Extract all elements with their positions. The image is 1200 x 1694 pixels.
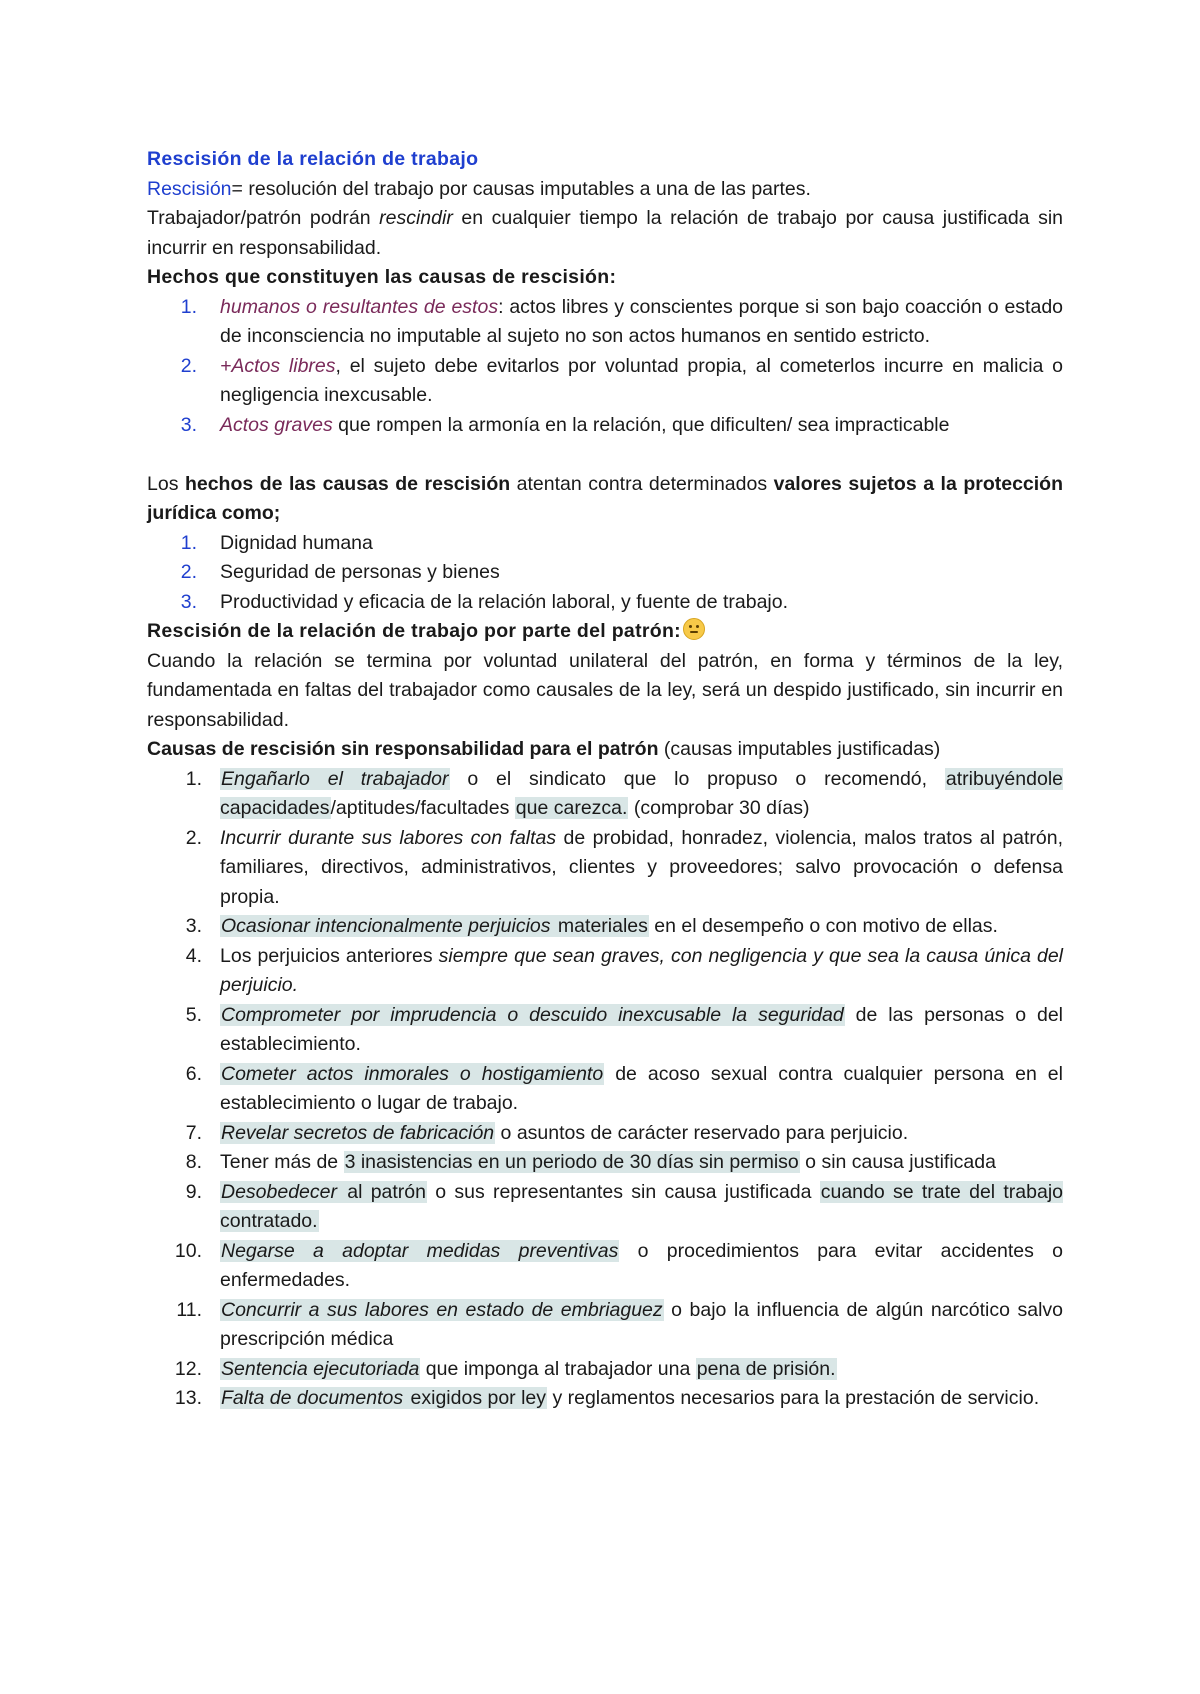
paragraph-text: Los — [147, 472, 185, 495]
rescision-definition — [147, 175, 1063, 205]
list-text: o sin causa justificada — [799, 1151, 996, 1173]
highlighted-text: Cometer actos inmorales o hostigamiento — [221, 1062, 604, 1085]
list-text: /aptitudes/facultades — [330, 797, 515, 819]
list-text: Tener más de — [220, 1151, 344, 1173]
highlighted-text: Concurrir a sus labores en estado de embriaguez — [221, 1298, 663, 1321]
highlighted-text: Revelar secretos de fabricación — [221, 1121, 495, 1144]
list-text: o procedimientos para evitar accidentes o enfermedades. — [220, 1239, 1063, 1291]
list-term: +Actos libres — [220, 354, 336, 377]
causas-heading — [147, 735, 1063, 765]
list-item — [147, 1237, 1063, 1296]
highlighted-text: que carezca. — [515, 797, 628, 819]
list-item — [147, 352, 1063, 411]
list-number: 4. — [185, 944, 202, 967]
list-text: de las personas o del establecimiento. — [220, 1003, 1063, 1055]
definition-term: Rescisión — [147, 177, 232, 200]
causas-list — [147, 765, 1063, 1414]
highlighted-text: materiales — [552, 915, 648, 937]
highlighted-text: Negarse a adoptar medidas preventivas — [221, 1239, 619, 1262]
list-item — [147, 1001, 1063, 1060]
highlighted-text: pena de prisión. — [696, 1357, 836, 1380]
list-item — [147, 1296, 1063, 1355]
bold-text: Causas de rescisión sin responsabilidad para el patrón — [147, 738, 659, 760]
list-number: 2. — [185, 826, 202, 849]
list-item — [147, 588, 1063, 618]
paragraph-text: (causas imputables justificadas) — [658, 738, 941, 760]
list-item — [147, 1060, 1063, 1119]
highlighted-text: Sentencia ejecutoriada — [221, 1357, 420, 1380]
list-number: 11. — [176, 1298, 202, 1321]
list-number: 2. — [180, 354, 197, 377]
paragraph-text: atentan contra determinados — [510, 472, 774, 495]
highlighted-text: Desobedecer — [221, 1180, 337, 1203]
hechos-heading: Hechos que constituyen las causas de rescisión: — [147, 266, 617, 288]
list-number: 5. — [185, 1003, 202, 1026]
highlighted-text: Ocasionar intencionalmente perjuicios — [221, 915, 551, 937]
list-text: , el sujeto debe evitarlos por voluntad propia, al cometerlos incurre en malicia o negligencia inexcusable. — [220, 354, 1063, 406]
highlighted-text: al patrón — [339, 1180, 426, 1203]
list-text: o el sindicato que lo propuso o recomendó, — [449, 767, 945, 790]
document-title: Rescisión de la relación de trabajo — [147, 148, 479, 170]
list-number: 1. — [180, 295, 197, 318]
list-number: 1. — [180, 531, 197, 554]
patron-heading — [147, 617, 1063, 647]
list-item — [147, 411, 1063, 441]
list-term: humanos o resultantes de estos — [220, 295, 499, 318]
highlighted-text: exigidos por ley — [405, 1387, 547, 1409]
list-text: o bajo la influencia de algún narcótico salvo prescripción médica — [220, 1298, 1063, 1350]
list-text: Dignidad humana — [220, 531, 373, 554]
list-text: : actos libres y conscientes porque si son bajo coacción o estado de inconsciencia no imputable al sujeto no son actos humanos en sentido estricto. — [220, 295, 1064, 347]
list-text: o sus representantes sin causa justificada — [426, 1180, 820, 1203]
list-text: siempre que sean graves, con negligencia y que sea la causa única del perjuicio. — [220, 944, 1064, 996]
list-item — [147, 293, 1063, 352]
list-number: 6. — [185, 1062, 202, 1085]
list-number: 3. — [185, 915, 202, 937]
bold-text: hechos de las causas de rescisión — [184, 472, 511, 495]
list-number: 7. — [185, 1121, 202, 1144]
paragraph-text: Trabajador/patrón podrán — [147, 207, 380, 229]
list-item — [147, 765, 1063, 824]
list-number: 9. — [185, 1180, 202, 1203]
list-item — [147, 824, 1063, 913]
list-item — [147, 1355, 1063, 1385]
list-item — [147, 942, 1063, 1001]
spacer — [147, 440, 1063, 470]
list-text: de acoso sexual contra cualquier persona en el establecimiento o lugar de trabajo. — [220, 1062, 1063, 1114]
rescindir-paragraph — [147, 204, 1063, 263]
list-term: Actos graves — [220, 413, 333, 436]
face-with-rolling-eyes-icon — [683, 618, 705, 640]
valores-paragraph — [147, 470, 1063, 529]
list-number: 8. — [185, 1151, 202, 1173]
document-page — [147, 145, 1063, 1414]
list-number: 3. — [180, 590, 197, 613]
list-text: de probidad, honradez, violencia, malos tratos al patrón, familiares, directivos, administrativos, clientes y proveedores; salvo provocación o defensa propia. — [220, 826, 1063, 908]
list-text: Incurrir durante sus labores con faltas — [220, 826, 557, 849]
valores-list — [147, 529, 1063, 618]
bold-text: valores sujetos a la protección jurídica como; — [147, 472, 1063, 524]
list-number: 1. — [185, 767, 202, 790]
list-number: 2. — [180, 561, 197, 583]
list-number: 10. — [174, 1239, 202, 1262]
list-text: Productividad y eficacia de la relación laboral, y fuente de trabajo. — [220, 590, 789, 613]
list-text: que rompen la armonía en la relación, que dificulten/ sea impracticable — [332, 413, 950, 436]
list-item — [147, 1178, 1063, 1237]
list-item — [147, 529, 1063, 559]
highlighted-text: 3 inasistencias en un periodo de 30 días sin permiso — [344, 1151, 799, 1173]
list-text: Seguridad de personas y bienes — [220, 561, 500, 583]
list-number: 12. — [174, 1357, 202, 1380]
list-text: o asuntos de carácter reservado para perjuicio. — [495, 1121, 909, 1144]
highlighted-text: cuando se trate del trabajo contratado. — [220, 1180, 1063, 1232]
list-text: y reglamentos necesarios para la prestación de servicio. — [547, 1387, 1040, 1409]
highlighted-text: Falta de documentos — [221, 1387, 404, 1409]
list-text: que imponga al trabajador una — [420, 1357, 696, 1380]
heading-text: Rescisión de la relación de trabajo por parte del patrón: — [147, 620, 681, 642]
paragraph-text: en cualquier tiempo la relación de trabajo por causa justificada sin incurrir en responsabilidad. — [147, 207, 1063, 259]
highlighted-text: atribuyéndole capacidades — [220, 767, 1063, 819]
list-text: en el desempeño o con motivo de ellas. — [648, 915, 998, 937]
highlighted-text: Comprometer por imprudencia o descuido inexcusable la seguridad — [221, 1003, 844, 1026]
rescindir-term: rescindir — [379, 207, 453, 229]
list-item — [147, 1148, 1063, 1178]
list-item — [147, 1119, 1063, 1149]
definition-text: = resolución del trabajo por causas imputables a una de las partes. — [231, 177, 811, 200]
highlighted-text: Engañarlo el trabajador — [221, 767, 449, 790]
list-number: 13. — [174, 1387, 202, 1409]
patron-paragraph: Cuando la relación se termina por voluntad unilateral del patrón, en forma y términos de la ley, fundamentada en faltas del trabajador como causales de la ley, será un despido justificado, sin incurrir en responsabilidad. — [147, 649, 1063, 731]
list-item — [147, 558, 1063, 588]
list-text: (comprobar 30 días) — [628, 797, 810, 819]
hechos-list — [147, 293, 1063, 441]
list-item — [147, 1384, 1063, 1414]
list-item — [147, 912, 1063, 942]
list-number: 3. — [180, 413, 197, 436]
list-text: Los perjuicios anteriores — [220, 944, 439, 967]
